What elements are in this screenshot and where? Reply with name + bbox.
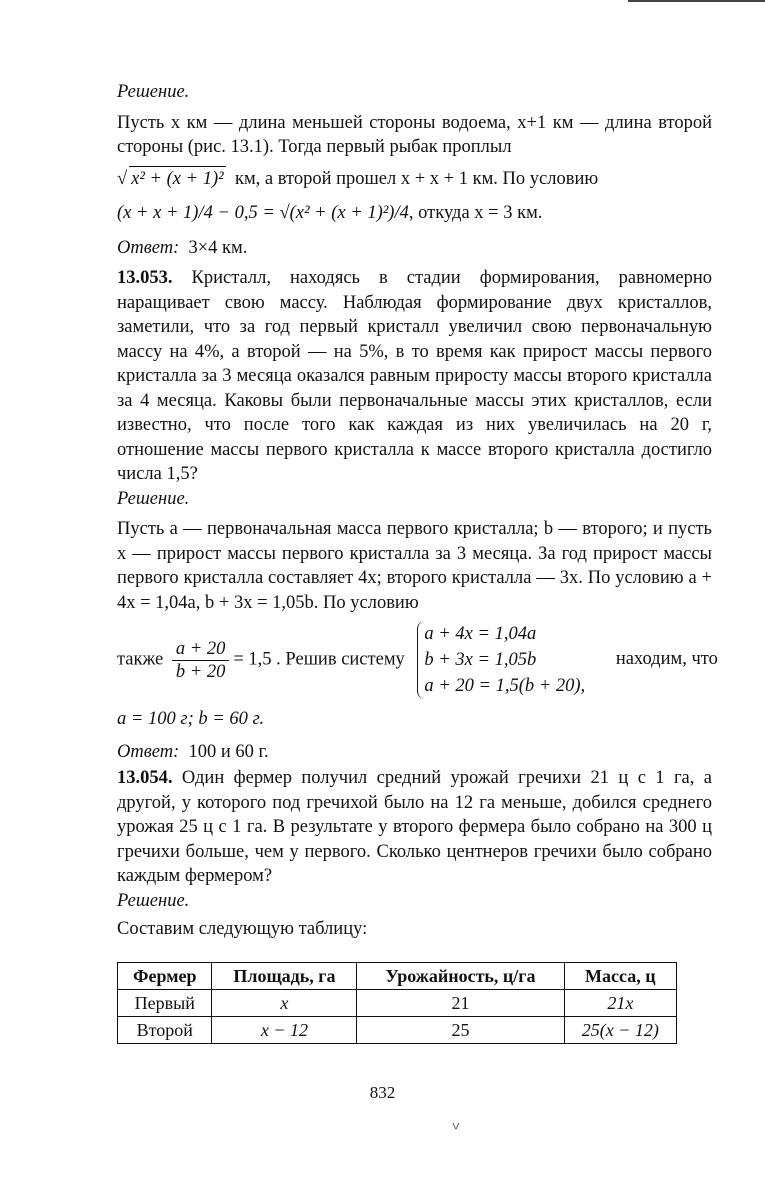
table-header-row: [118, 962, 677, 989]
answer-label: Ответ:: [117, 741, 180, 762]
solution-label: Решение.: [117, 488, 190, 509]
sqrt-line-text: км, а второй прошел x + x + 1 км. По условию: [234, 168, 599, 189]
answer-line: [117, 740, 712, 765]
fraction-value-text: = 1,5 . Решив систему: [233, 649, 405, 670]
system-line: [117, 621, 718, 699]
find-text: находим, что: [615, 649, 718, 670]
table-cell: x − 12: [212, 1016, 357, 1043]
solution-label: Решение.: [117, 890, 190, 911]
top-rule: [628, 0, 765, 2]
answer-value: 100 и 60 г.: [188, 741, 269, 762]
equation: (x + x + 1)/4 − 0,5 = √(x² + (x + 1)²)/4: [117, 203, 409, 223]
table-intro: Составим следующую таблицу:: [117, 919, 368, 939]
system-equation: a + 20 = 1,5(b + 20),: [424, 676, 586, 696]
table-row: [118, 1016, 677, 1043]
equation-line: [117, 201, 712, 226]
fraction-numerator: a + 20: [172, 638, 229, 661]
table-cell: 21x: [564, 989, 676, 1016]
result-line: a = 100 г; b = 60 г.: [117, 709, 265, 729]
fraction-denominator: b + 20: [175, 661, 226, 682]
problem-number: 13.054.: [117, 768, 173, 788]
problem-13053: [117, 266, 712, 487]
scan-mark: ˅: [452, 1120, 460, 1135]
sqrt-line: √ x² + (x + 1)² км, а второй прошел x + x + 1 км. По условию: [117, 166, 712, 192]
problem-text: Кристалл, находясь в стадии формирования, равномерно наращивает свою массу. Наблюдая формирование двух кристаллов, заметили, что за год первый кристалл увеличил свою первоначальную массу на 4%, а второй — на 5%, в то время как прирост массы первого кристалла за 3 месяца оказался равным приросту массы второго кристалла за 4 месяца. Каковы были первоначальные массы этих кристаллов, если известно, что после того как каждая из них увеличилась на 20 г, отношение массы первого кристалла к массе второго кристалла достигло числа 1,5?: [117, 268, 712, 484]
answer-line: [117, 236, 712, 261]
page-number: 832: [369, 1083, 396, 1102]
equation-system: [417, 621, 591, 699]
system-equation: b + 3x = 1,05b: [424, 650, 537, 670]
column-header: Фермер: [118, 962, 212, 989]
table-cell: Второй: [118, 1016, 212, 1043]
solution-paragraph: Пусть a — первоначальная масса первого кристалла; b — второго; и пусть x — прирост массы первого кристалла за 3 месяца. За год прирост массы первого кристалла составляет 4x; второго кристалла — 3x. По условию a + 4x = 1,04a, b + 3x = 1,05b. По условию: [117, 519, 712, 613]
solution-paragraph: Пусть x км — длина меньшей стороны водоема, x+1 км — длина второй стороны (рис. 13.1). Тогда первый рыбак проплыл: [117, 112, 712, 157]
solution-label: Решение.: [117, 82, 190, 102]
data-table: [117, 962, 677, 1044]
answer-value: 3×4 км.: [188, 237, 248, 258]
column-header: Урожайность, ц/га: [357, 962, 564, 989]
table-cell: 25(x − 12): [564, 1016, 676, 1043]
fraction: [172, 638, 229, 683]
table-cell: 21: [357, 989, 564, 1016]
problem-number: 13.053.: [117, 268, 173, 288]
table-cell: Первый: [118, 989, 212, 1016]
problem-13054: [117, 766, 712, 889]
problem-text: Один фермер получил средний урожай гречихи 21 ц с 1 га, а другой, у которого под гречихой было на 12 га меньше, добился среднего урожая 25 ц с 1 га. В результате у второго фермера было собрано на 300 ц гречихи больше, чем у первого. Сколько центнеров гречихи было собрано каждым фермером?: [117, 768, 713, 886]
equation-tail: , откуда x = 3 км.: [408, 203, 543, 223]
table-cell: x: [212, 989, 357, 1016]
column-header: Масса, ц: [564, 962, 676, 989]
system-equation: a + 4x = 1,04a: [424, 624, 537, 644]
also-text: также: [117, 649, 164, 670]
sqrt-expression: x² + (x + 1)²: [129, 166, 226, 192]
document-page: [117, 80, 718, 1044]
table-cell: 25: [357, 1016, 564, 1043]
column-header: Площадь, га: [212, 962, 357, 989]
answer-label: Ответ:: [117, 237, 180, 258]
table-row: [118, 989, 677, 1016]
